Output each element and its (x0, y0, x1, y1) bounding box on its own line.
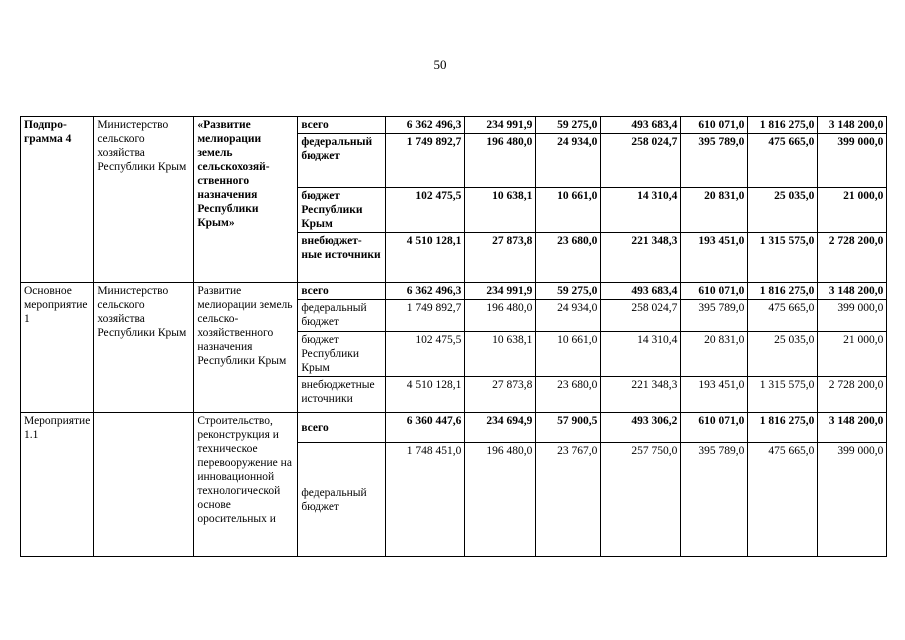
row-name: Строительство, реконструкция и техническое перевооружение на инновационной технологической основе оросительных и (194, 413, 298, 557)
value-cell: 196 480,0 (465, 134, 536, 188)
value-cell: 475 665,0 (748, 300, 818, 332)
value-cell: 3 148 200,0 (818, 283, 887, 300)
value-cell: 25 035,0 (748, 332, 818, 377)
value-cell: 475 665,0 (748, 443, 818, 557)
value-cell: 20 831,0 (681, 332, 748, 377)
table-row (21, 283, 887, 300)
value-cell: 610 071,0 (681, 117, 748, 134)
value-cell: 10 638,1 (465, 188, 536, 233)
source-label: всего (298, 283, 386, 300)
value-cell: 6 360 447,6 (386, 413, 465, 443)
value-cell: 1 748 451,0 (386, 443, 465, 557)
value-cell: 59 275,0 (536, 117, 601, 134)
value-cell: 23 680,0 (536, 377, 601, 413)
value-cell: 196 480,0 (465, 443, 536, 557)
budget-table (20, 116, 887, 557)
value-cell: 234 991,9 (465, 117, 536, 134)
source-label: федеральный бюджет (298, 300, 386, 332)
value-cell: 1 315 575,0 (748, 233, 818, 283)
value-cell: 257 750,0 (601, 443, 681, 557)
value-cell: 258 024,7 (601, 300, 681, 332)
value-cell: 57 900,5 (536, 413, 601, 443)
value-cell: 196 480,0 (465, 300, 536, 332)
value-cell: 234 991,9 (465, 283, 536, 300)
value-cell: 23 767,0 (536, 443, 601, 557)
source-label: федеральный бюджет (298, 443, 386, 557)
source-label: бюджет Республики Крым (298, 188, 386, 233)
value-cell: 493 306,2 (601, 413, 681, 443)
value-cell: 3 148 200,0 (818, 413, 887, 443)
value-cell: 610 071,0 (681, 413, 748, 443)
value-cell: 193 451,0 (681, 377, 748, 413)
value-cell: 193 451,0 (681, 233, 748, 283)
source-label: бюджет Республики Крым (298, 332, 386, 377)
value-cell: 4 510 128,1 (386, 377, 465, 413)
value-cell: 6 362 496,3 (386, 283, 465, 300)
value-cell: 493 683,4 (601, 283, 681, 300)
value-cell: 27 873,8 (465, 233, 536, 283)
value-cell: 102 475,5 (386, 332, 465, 377)
row-type: Мероприятие 1.1 (21, 413, 94, 557)
value-cell: 25 035,0 (748, 188, 818, 233)
value-cell: 1 749 892,7 (386, 134, 465, 188)
value-cell: 395 789,0 (681, 443, 748, 557)
row-executor (94, 413, 194, 557)
value-cell: 395 789,0 (681, 134, 748, 188)
value-cell: 399 000,0 (818, 443, 887, 557)
value-cell: 10 661,0 (536, 332, 601, 377)
value-cell: 475 665,0 (748, 134, 818, 188)
value-cell: 14 310,4 (601, 332, 681, 377)
value-cell: 27 873,8 (465, 377, 536, 413)
page-number: 50 (433, 57, 447, 72)
source-label: всего (298, 413, 386, 443)
row-name: Развитие мелиорации земель сельско-хозяйственного назначения Республики Крым (194, 283, 298, 413)
value-cell: 21 000,0 (818, 332, 887, 377)
value-cell: 10 661,0 (536, 188, 601, 233)
value-cell: 21 000,0 (818, 188, 887, 233)
value-cell: 395 789,0 (681, 300, 748, 332)
value-cell: 24 934,0 (536, 134, 601, 188)
row-executor: Министерство сельского хозяйства Республики Крым (94, 117, 194, 283)
value-cell: 4 510 128,1 (386, 233, 465, 283)
value-cell: 1 816 275,0 (748, 283, 818, 300)
source-label: федеральный бюджет (298, 134, 386, 188)
value-cell: 610 071,0 (681, 283, 748, 300)
row-executor: Министерство сельского хозяйства Республики Крым (94, 283, 194, 413)
value-cell: 23 680,0 (536, 233, 601, 283)
value-cell: 1 816 275,0 (748, 413, 818, 443)
value-cell: 59 275,0 (536, 283, 601, 300)
value-cell: 6 362 496,3 (386, 117, 465, 134)
value-cell: 493 683,4 (601, 117, 681, 134)
value-cell: 20 831,0 (681, 188, 748, 233)
value-cell: 258 024,7 (601, 134, 681, 188)
value-cell: 1 749 892,7 (386, 300, 465, 332)
value-cell: 14 310,4 (601, 188, 681, 233)
value-cell: 2 728 200,0 (818, 233, 887, 283)
value-cell: 234 694,9 (465, 413, 536, 443)
value-cell: 102 475,5 (386, 188, 465, 233)
source-label: внебюджетные источники (298, 377, 386, 413)
value-cell: 3 148 200,0 (818, 117, 887, 134)
value-cell: 399 000,0 (818, 300, 887, 332)
value-cell: 24 934,0 (536, 300, 601, 332)
value-cell: 221 348,3 (601, 233, 681, 283)
row-type: Основное мероприятие 1 (21, 283, 94, 413)
value-cell: 2 728 200,0 (818, 377, 887, 413)
value-cell: 10 638,1 (465, 332, 536, 377)
source-label: внебюджет-ные источники (298, 233, 386, 283)
table-row (21, 117, 887, 134)
value-cell: 1 816 275,0 (748, 117, 818, 134)
value-cell: 221 348,3 (601, 377, 681, 413)
value-cell: 1 315 575,0 (748, 377, 818, 413)
row-type: Подпро-грамма 4 (21, 117, 94, 283)
table-row (21, 413, 887, 443)
value-cell: 399 000,0 (818, 134, 887, 188)
row-name: «Развитие мелиорации земель сельскохозяй-ственного назначения Республики Крым» (194, 117, 298, 283)
source-label: всего (298, 117, 386, 134)
